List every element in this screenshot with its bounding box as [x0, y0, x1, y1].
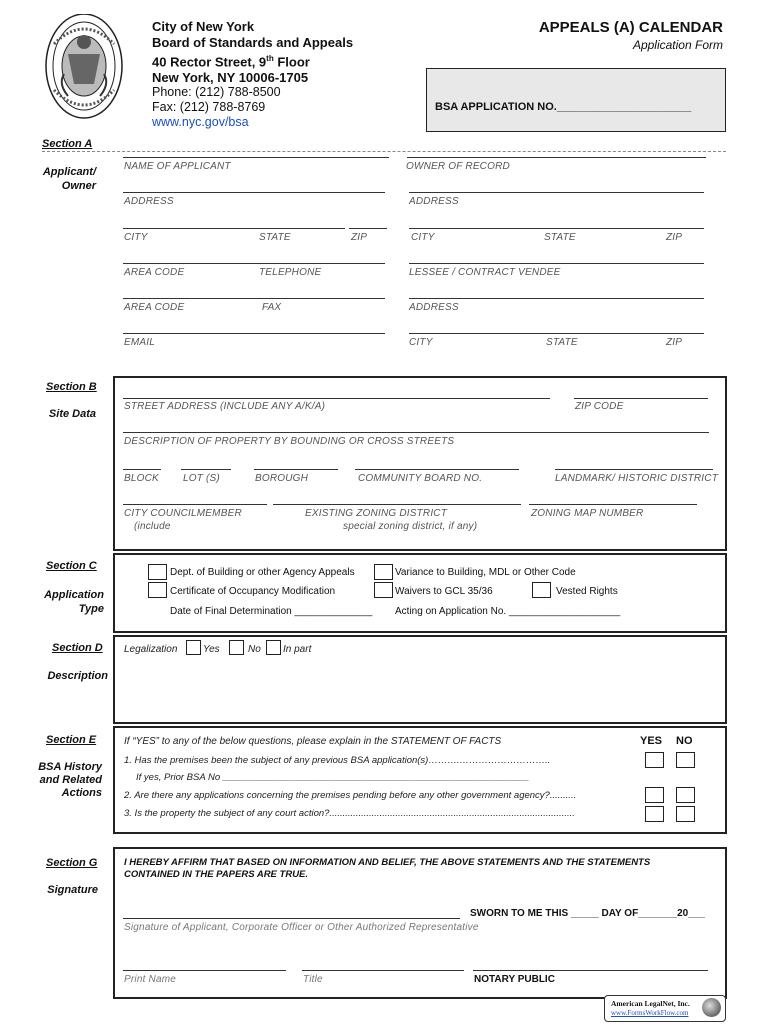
- checkbox-legal-inpart[interactable]: [266, 640, 281, 655]
- section-a-title: Section A: [42, 138, 93, 150]
- form-title: APPEALS (A) CALENDAR: [538, 19, 723, 36]
- acting-on-field[interactable]: Acting on Application No. ____________________: [395, 606, 621, 617]
- form-subtitle: Application Form: [632, 38, 723, 52]
- checkbox-co-modification[interactable]: [148, 582, 167, 598]
- zip-code-field[interactable]: [574, 398, 708, 399]
- owner-field[interactable]: [407, 157, 706, 158]
- section-a-sub: Applicant/ Owner: [42, 166, 96, 192]
- section-e-title: Section E: [46, 734, 97, 746]
- zoning-district-field[interactable]: [273, 504, 521, 505]
- section-g-title: Section G: [46, 857, 98, 869]
- applicant-email-field[interactable]: [123, 333, 385, 334]
- applicant-city-field[interactable]: [123, 228, 345, 229]
- org-address: 40 Rector Street, 9th Floor: [152, 54, 310, 70]
- title-field[interactable]: [302, 970, 464, 971]
- checkbox-vested-rights[interactable]: [532, 582, 551, 598]
- landmark-field[interactable]: [555, 469, 713, 470]
- checkbox-legal-no[interactable]: [229, 640, 244, 655]
- org-web[interactable]: www.nyc.gov/bsa: [152, 115, 249, 129]
- street-field[interactable]: [123, 398, 550, 399]
- owner-address-field[interactable]: [409, 192, 704, 193]
- description-field[interactable]: [123, 432, 709, 433]
- final-determination-field[interactable]: Date of Final Determination ______________: [170, 606, 373, 617]
- q3-yes-checkbox[interactable]: [645, 806, 664, 822]
- applicant-address-field[interactable]: [123, 192, 385, 193]
- prior-bsa-field[interactable]: If yes, Prior BSA No __________________________________________________________: [136, 772, 530, 783]
- section-d-title: Section D: [52, 642, 103, 654]
- checkbox-legal-yes[interactable]: [186, 640, 201, 655]
- org-phone: Phone: (212) 788-8500: [152, 85, 281, 99]
- lessee-address-field[interactable]: [409, 298, 704, 299]
- councilmember-field[interactable]: [123, 504, 267, 505]
- q2-no-checkbox[interactable]: [676, 787, 695, 803]
- footer-badge: American LegalNet, Inc. www.FormsWorkFlow.com: [604, 995, 726, 1022]
- section-b-title: Section B: [46, 381, 97, 393]
- applicant-phone-field[interactable]: [123, 263, 385, 264]
- applicant-zip-field[interactable]: [349, 228, 387, 229]
- sworn-line: SWORN TO ME THIS _____ DAY OF_______20___: [470, 908, 705, 919]
- lot-field[interactable]: [181, 469, 231, 470]
- notary-field[interactable]: [473, 970, 708, 971]
- lessee-city-field[interactable]: [409, 333, 704, 334]
- nyc-seal: [44, 14, 124, 122]
- block-field[interactable]: [123, 469, 161, 470]
- q2-yes-checkbox[interactable]: [645, 787, 664, 803]
- print-name-field[interactable]: [123, 970, 286, 971]
- borough-field[interactable]: [254, 469, 338, 470]
- zoning-map-field[interactable]: [529, 504, 697, 505]
- app-number-field[interactable]: BSA APPLICATION NO.______________________: [435, 101, 692, 113]
- checkbox-variance[interactable]: [374, 564, 393, 580]
- section-c-title: Section C: [46, 560, 97, 572]
- org-board: Board of Standards and Appeals: [152, 35, 354, 50]
- brand-logo-icon: [702, 998, 721, 1017]
- checkbox-agency-appeals[interactable]: [148, 564, 167, 580]
- community-board-field[interactable]: [355, 469, 519, 470]
- applicant-name-field[interactable]: [123, 157, 389, 158]
- q3-no-checkbox[interactable]: [676, 806, 695, 822]
- org-name: City of New York: [152, 19, 255, 34]
- affirmation-text: I HEREBY AFFIRM THAT BASED ON INFORMATION AND BELIEF, THE ABOVE STATEMENTS AND THE STATEMENTS CONTAINED IN THE PAPERS ARE TRUE.: [124, 857, 651, 880]
- org-fax: Fax: (212) 788-8769: [152, 100, 266, 114]
- q1-yes-checkbox[interactable]: [645, 752, 664, 768]
- checkbox-waivers[interactable]: [374, 582, 393, 598]
- signature-field[interactable]: [123, 918, 460, 919]
- owner-city-field[interactable]: [409, 228, 704, 229]
- app-number-box: [426, 68, 726, 132]
- org-city: New York, NY 10006-1705: [152, 70, 309, 86]
- applicant-fax-field[interactable]: [123, 298, 385, 299]
- q1-no-checkbox[interactable]: [676, 752, 695, 768]
- lessee-field[interactable]: [409, 263, 704, 264]
